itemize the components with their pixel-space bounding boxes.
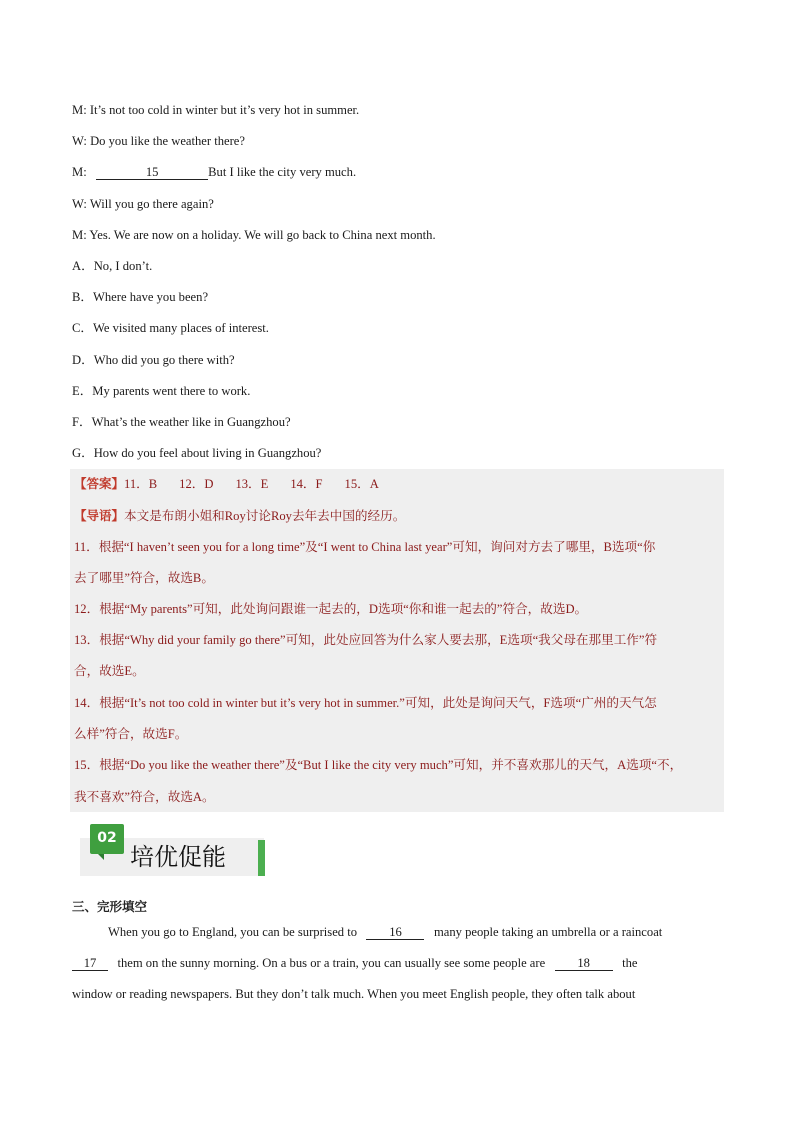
explanation-line: 13．根据“Why did your family go there”可知，此处应回答为什么家人要去那，E选项“我父母在那里工作”符 [74,633,658,647]
section-title: 培优促能 [130,843,226,871]
option-c: C．We visited many places of interest. [72,321,269,335]
explanation-line: 合，故选E。 [74,664,145,678]
section-bar-accent [258,840,265,876]
answer-line: 【答案】11．B 12．D 13．E 14．F 15．A [74,476,379,491]
passage-line: 17 them on the sunny morning. On a bus or a train, you can usually see some people are 18 the [72,953,724,973]
explanation-line: 15．根据“Do you like the weather there”及“But I like the city very much”可知，并不喜欢那儿的天气，A选项“不， [74,758,683,772]
option-b: B．Where have you been? [72,290,209,304]
option-g: G．How do you feel about living in Guangzhou? [72,446,322,460]
blank-17[interactable]: 17 [72,956,108,971]
explanation-line: 12．根据“My parents”可知，此处询问跟谁一起去的，D选项“你和谁一起去的”符合，故选D。 [74,602,588,616]
option-e: E．My parents went there to work. [72,384,251,398]
blank-16[interactable]: 16 [366,925,424,940]
part-heading: 三、完形填空 [72,899,148,914]
dialogue-line: W: Do you like the weather there? [72,134,245,148]
passage-line: When you go to England, you can be surprised to 16 many people taking an umbrella or a raincoat [108,925,663,939]
explanation-line: 去了哪里”符合，故选B。 [74,571,214,585]
option-f: F．What’s the weather like in Guangzhou? [72,415,291,429]
blank-15[interactable]: 15 [96,165,208,180]
blank-18[interactable]: 18 [555,956,613,971]
explanation-line: 我不喜欢”符合，故选A。 [74,790,215,804]
explanation-line: 14．根据“It’s not too cold in winter but it’s very hot in summer.”可知，此处是询问天气，F选项“广州的天气怎 [74,696,657,710]
dialogue-line: W: Will you go there again? [72,197,214,211]
dialogue-line: M: Yes. We are now on a holiday. We will go back to China next month. [72,228,436,242]
guide-line: 【导语】本文是布朗小姐和Roy讨论Roy去年去中国的经历。 [74,508,406,523]
dialogue-line: M: 15 But I like the city very much. [72,165,357,179]
option-a: A．No, I don’t. [72,259,153,273]
dialogue-line: M: It’s not too cold in winter but it’s very hot in summer. [72,103,360,117]
section-number-badge: 02 [90,824,124,854]
explanation-line: 11．根据“I haven’t seen you for a long time”及“I went to China last year”可知，询问对方去了哪里，B选项“你 [74,540,656,554]
passage-line: window or reading newspapers. But they don’t talk much. When you meet English people, they often talk about [72,987,636,1001]
section-header [78,822,268,878]
option-d: D．Who did you go there with? [72,353,235,367]
explanation-line: 么样”符合，故选F。 [74,727,188,741]
